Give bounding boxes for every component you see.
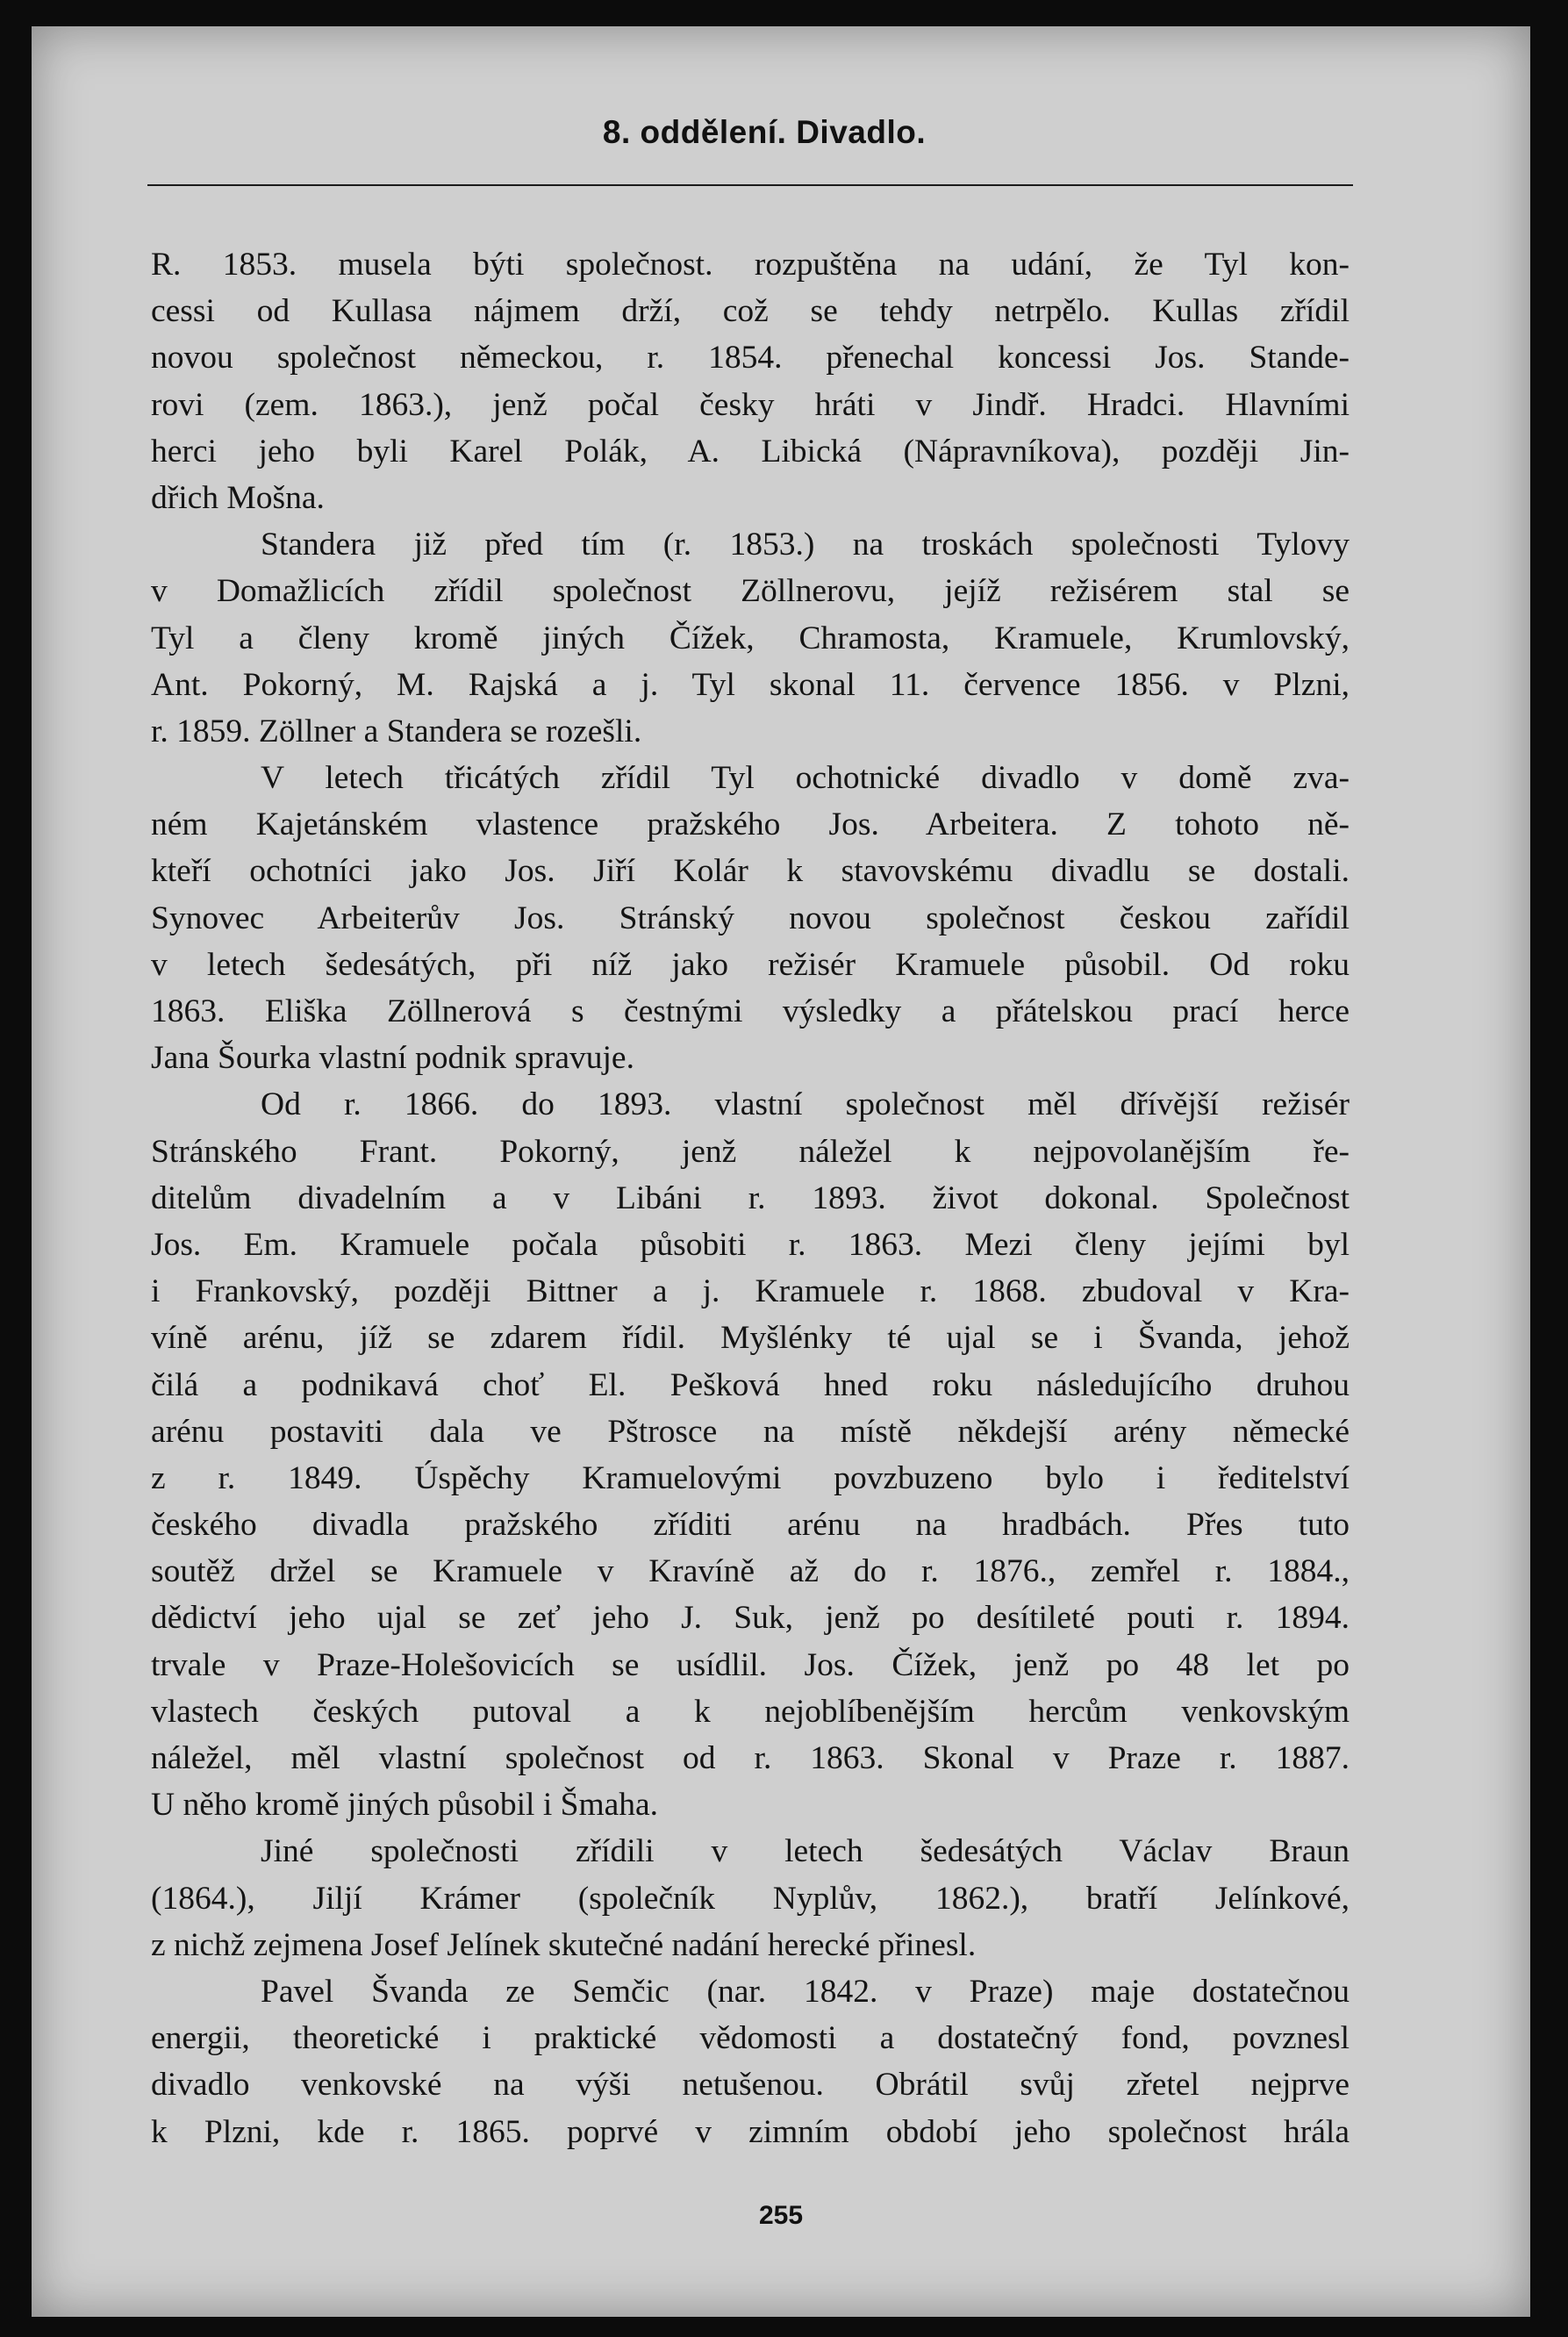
text-line: divadlo venkovské na výši netušenou. Obrátil svůj zřetel nejprve <box>151 2067 1350 2104</box>
text-line: k Plzni, kde r. 1865. poprvé v zimním období jeho společnost hrála <box>151 2113 1350 2150</box>
text-line: Ant. Pokorný, M. Rajská a j. Tyl skonal 11. července 1856. v Plzni, <box>151 666 1350 703</box>
text-line: Tyl a členy kromě jiných Čížek, Chramosta, Kramuele, Krumlovský, <box>151 620 1350 656</box>
text-line: Pavel Švanda ze Semčic (nar. 1842. v Praze) maje dostatečnou <box>261 1973 1350 2010</box>
text-line: soutěž držel se Kramuele v Kravíně až do r. 1876., zemřel r. 1884., <box>151 1553 1350 1590</box>
text-line: náležel, měl vlastní společnost od r. 1863. Skonal v Praze r. 1887. <box>151 1740 1350 1776</box>
text-line: z nichž zejmena Josef Jelínek skutečné nadání herecké přinesl. <box>151 1926 977 1963</box>
text-line: čilá a podnikavá choť El. Pešková hned roku následujícího druhou <box>151 1366 1350 1403</box>
text-line: ném Kajetánském vlastence pražského Jos. Arbeitera. Z tohoto ně- <box>151 806 1350 843</box>
text-line: (1864.), Jiljí Krámer (společník Nyplův, 1862.), bratří Jelínkové, <box>151 1880 1350 1917</box>
text-line: energii, theoretické i praktické vědomosti a dostatečný fond, povznesl <box>151 2020 1350 2057</box>
body-text <box>151 241 1350 2155</box>
book-page <box>32 26 1530 2317</box>
text-line: kteří ochotníci jako Jos. Jiří Kolár k stavovskému divadlu se dostali. <box>151 853 1350 890</box>
text-line: vlastech českých putoval a k nejoblíbenějším hercům venkovským <box>151 1693 1350 1730</box>
text-line: R. 1853. musela býti společnost. rozpuštěna na udání, že Tyl kon- <box>151 247 1350 283</box>
text-line: Od r. 1866. do 1893. vlastní společnost měl dřívější režisér <box>261 1086 1350 1123</box>
text-line: víně arénu, jíž se zdarem řídil. Myšlénky té ujal se i Švanda, jehož <box>151 1320 1350 1357</box>
text-line: dřich Mošna. <box>151 479 325 516</box>
text-line: v letech šedesátých, při níž jako režisér Kramuele působil. Od roku <box>151 946 1350 983</box>
text-line: arénu postaviti dala ve Pštrosce na místě někdejší arény německé <box>151 1413 1350 1450</box>
text-line: cessi od Kullasa nájmem drží, což se tehdy netrpělo. Kullas zřídil <box>151 293 1350 330</box>
text-line: 1863. Eliška Zöllnerová s čestnými výsledky a přátelskou prací herce <box>151 993 1350 1029</box>
text-line: rovi (zem. 1863.), jenž počal česky hráti v Jindř. Hradci. Hlavními <box>151 386 1350 423</box>
text-line: z r. 1849. Úspěchy Kramuelovými povzbuzeno bylo i ředitelství <box>151 1459 1350 1496</box>
text-line: Jos. Em. Kramuele počala působiti r. 1863. Mezi členy jejími byl <box>151 1226 1350 1263</box>
text-line: Stránského Frant. Pokorný, jenž náležel k nejpovolanějším ře- <box>151 1133 1350 1170</box>
text-line: U něho kromě jiných působil i Šmaha. <box>151 1787 659 1824</box>
header-rule <box>147 184 1353 186</box>
text-line: Jana Šourka vlastní podnik spravuje. <box>151 1040 634 1077</box>
text-line: Standera již před tím (r. 1853.) na troskách společnosti Tylovy <box>261 527 1350 563</box>
text-line: r. 1859. Zöllner a Standera se rozešli. <box>151 713 642 749</box>
text-line: V letech třicátých zřídil Tyl ochotnické divadlo v domě zva- <box>261 760 1350 797</box>
text-line: i Frankovský, později Bittner a j. Kramuele r. 1868. zbudoval v Kra- <box>151 1273 1350 1310</box>
text-line: v Domažlicích zřídil společnost Zöllnerovu, jejíž režisérem stal se <box>151 573 1350 610</box>
text-line: českého divadla pražského zříditi arénu na hradbách. Přes tuto <box>151 1507 1350 1544</box>
running-header: 8. oddělení. Divadlo. <box>602 114 927 150</box>
text-line: herci jeho byli Karel Polák, A. Libická (Nápravníkova), později Jin- <box>151 433 1350 470</box>
text-line: dědictví jeho ujal se zeť jeho J. Suk, jenž po desítileté pouti r. 1894. <box>151 1600 1350 1637</box>
text-line: ditelům divadelním a v Libáni r. 1893. život dokonal. Společnost <box>151 1179 1350 1216</box>
page-number: 255 <box>758 2201 804 2230</box>
text-line: trvale v Praze-Holešovicích se usídlil. Jos. Čížek, jenž po 48 let po <box>151 1646 1350 1683</box>
text-line: Synovec Arbeiterův Jos. Stránský novou společnost českou zařídil <box>151 900 1350 936</box>
text-line: Jiné společnosti zřídili v letech šedesátých Václav Braun <box>261 1833 1350 1870</box>
text-line: novou společnost německou, r. 1854. přenechal koncessi Jos. Stande- <box>151 340 1350 376</box>
